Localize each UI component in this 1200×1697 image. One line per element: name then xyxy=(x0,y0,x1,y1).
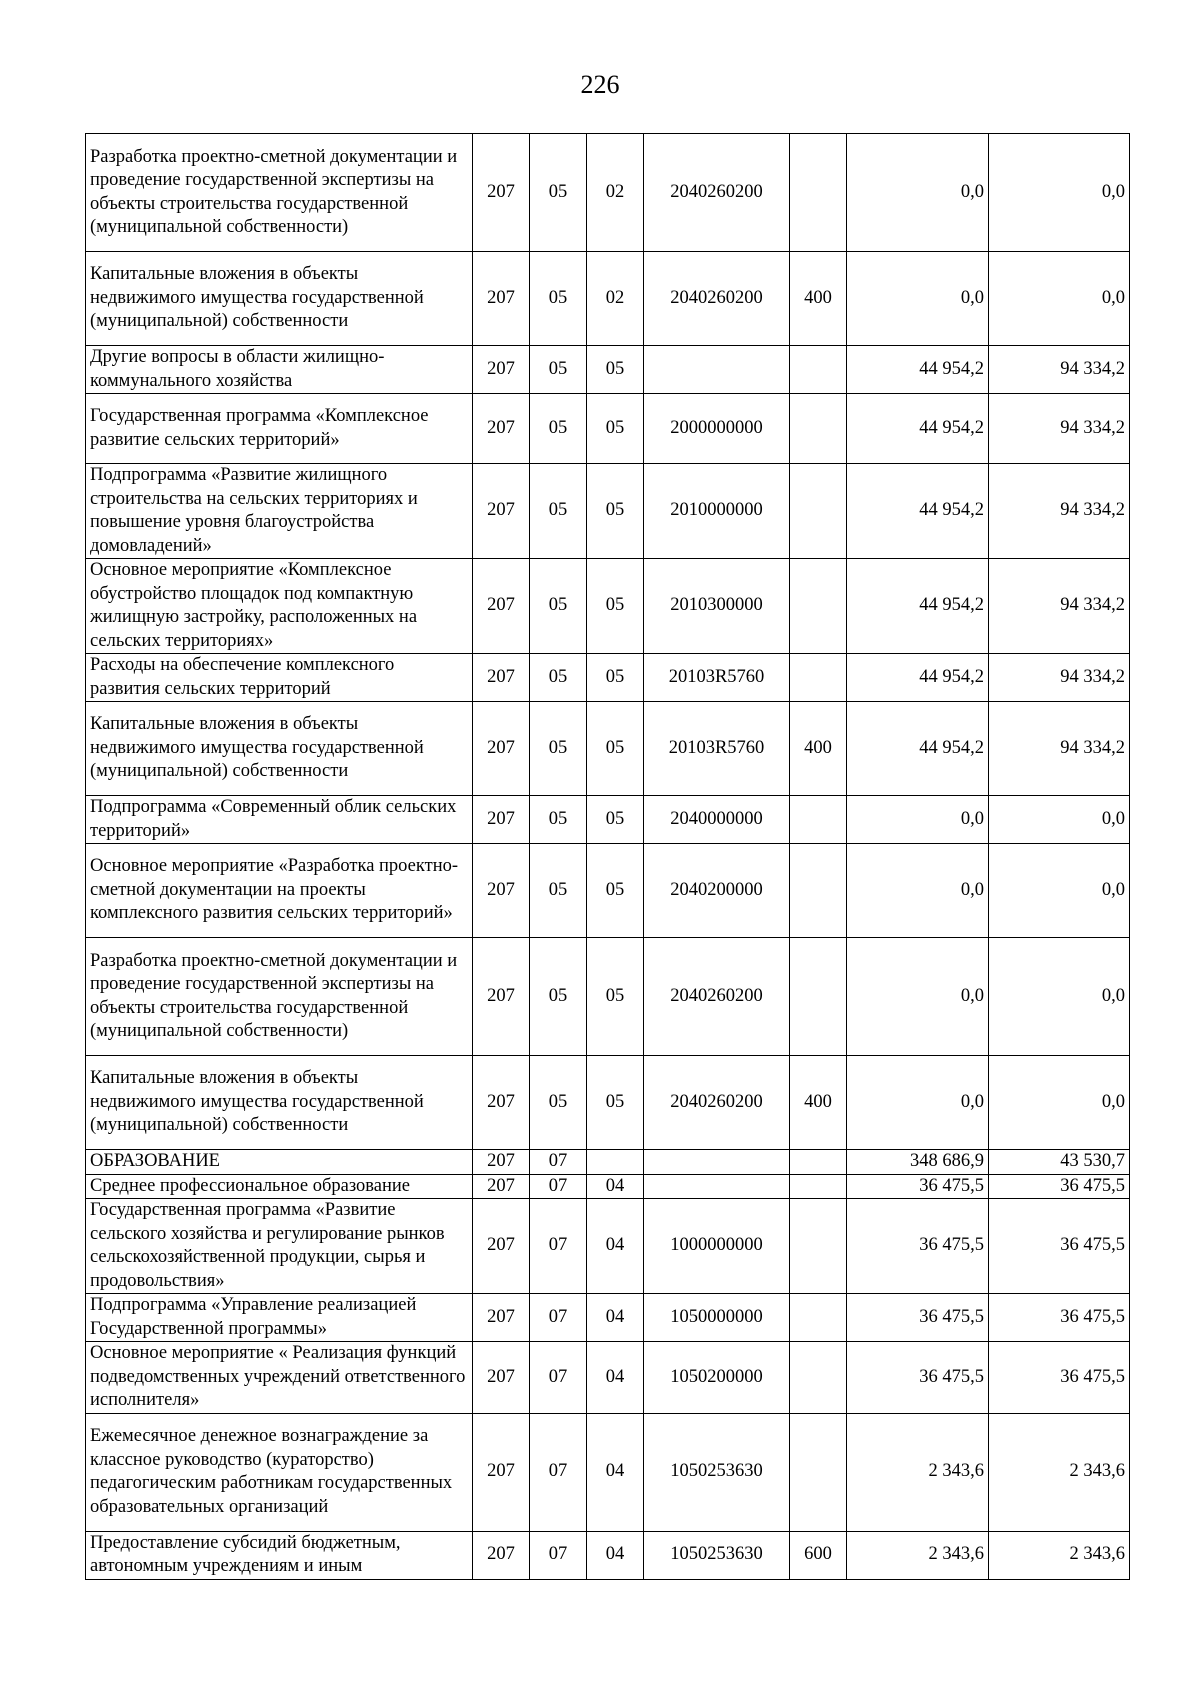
subsection-code: 05 xyxy=(587,796,644,844)
target-article-code: 1050200000 xyxy=(644,1342,790,1414)
target-article-code xyxy=(644,1150,790,1175)
table-row xyxy=(86,938,1130,1056)
expense-type-code xyxy=(790,654,847,702)
target-article-code: 2040260200 xyxy=(644,1056,790,1150)
subsection-code: 02 xyxy=(587,252,644,346)
amount-2: 0,0 xyxy=(989,252,1130,346)
target-article-code: 1050253630 xyxy=(644,1413,790,1531)
table-row xyxy=(86,1056,1130,1150)
amount-2: 94 334,2 xyxy=(989,464,1130,559)
table-row xyxy=(86,252,1130,346)
ministry-code: 207 xyxy=(473,938,530,1056)
row-name: Государственная программа «Комплексное развитие сельских территорий» xyxy=(86,394,473,464)
amount-2: 0,0 xyxy=(989,844,1130,938)
expense-type-code xyxy=(790,1199,847,1294)
subsection-code: 05 xyxy=(587,394,644,464)
row-name: Среднее профессиональное образование xyxy=(86,1174,473,1199)
section-code: 05 xyxy=(530,1056,587,1150)
amount-1: 44 954,2 xyxy=(847,702,989,796)
row-name: Основное мероприятие «Комплексное обустройство площадок под компактную жилищную застройку, расположенных на сельских территориях» xyxy=(86,559,473,654)
ministry-code: 207 xyxy=(473,796,530,844)
target-article-code: 1050253630 xyxy=(644,1531,790,1579)
subsection-code: 04 xyxy=(587,1342,644,1414)
target-article-code: 2010300000 xyxy=(644,559,790,654)
ministry-code: 207 xyxy=(473,1150,530,1175)
ministry-code: 207 xyxy=(473,1199,530,1294)
amount-2: 0,0 xyxy=(989,796,1130,844)
amount-2: 94 334,2 xyxy=(989,702,1130,796)
section-code: 07 xyxy=(530,1150,587,1175)
row-name: Подпрограмма «Современный облик сельских территорий» xyxy=(86,796,473,844)
amount-1: 0,0 xyxy=(847,252,989,346)
ministry-code: 207 xyxy=(473,1531,530,1579)
ministry-code: 207 xyxy=(473,252,530,346)
table-row xyxy=(86,1150,1130,1175)
table-row xyxy=(86,1342,1130,1414)
amount-2: 94 334,2 xyxy=(989,346,1130,394)
amount-2: 36 475,5 xyxy=(989,1199,1130,1294)
target-article-code: 2000000000 xyxy=(644,394,790,464)
amount-1: 44 954,2 xyxy=(847,394,989,464)
subsection-code xyxy=(587,1150,644,1175)
table-row xyxy=(86,702,1130,796)
expense-type-code: 400 xyxy=(790,702,847,796)
expense-type-code xyxy=(790,559,847,654)
table-row xyxy=(86,796,1130,844)
subsection-code: 04 xyxy=(587,1413,644,1531)
amount-2: 36 475,5 xyxy=(989,1174,1130,1199)
target-article-code: 1050000000 xyxy=(644,1294,790,1342)
expense-type-code xyxy=(790,796,847,844)
section-code: 05 xyxy=(530,134,587,252)
target-article-code: 20103R5760 xyxy=(644,654,790,702)
amount-1: 36 475,5 xyxy=(847,1174,989,1199)
subsection-code: 05 xyxy=(587,938,644,1056)
section-code: 05 xyxy=(530,559,587,654)
ministry-code: 207 xyxy=(473,1056,530,1150)
subsection-code: 02 xyxy=(587,134,644,252)
row-name: Капитальные вложения в объекты недвижимого имущества государственной (муниципальной) собственности xyxy=(86,1056,473,1150)
table-row xyxy=(86,134,1130,252)
row-name: Подпрограмма «Управление реализацией Государственной программы» xyxy=(86,1294,473,1342)
subsection-code: 04 xyxy=(587,1199,644,1294)
section-code: 07 xyxy=(530,1199,587,1294)
table-row xyxy=(86,1413,1130,1531)
section-code: 07 xyxy=(530,1294,587,1342)
table-row xyxy=(86,1531,1130,1579)
ministry-code: 207 xyxy=(473,464,530,559)
table-row xyxy=(86,654,1130,702)
ministry-code: 207 xyxy=(473,134,530,252)
target-article-code: 20103R5760 xyxy=(644,702,790,796)
row-name: ОБРАЗОВАНИЕ xyxy=(86,1150,473,1175)
ministry-code: 207 xyxy=(473,1342,530,1414)
section-code: 05 xyxy=(530,252,587,346)
amount-1: 36 475,5 xyxy=(847,1199,989,1294)
amount-2: 36 475,5 xyxy=(989,1342,1130,1414)
table-row xyxy=(86,1199,1130,1294)
subsection-code: 05 xyxy=(587,654,644,702)
ministry-code: 207 xyxy=(473,1294,530,1342)
expense-type-code xyxy=(790,1342,847,1414)
expense-type-code: 400 xyxy=(790,252,847,346)
ministry-code: 207 xyxy=(473,654,530,702)
section-code: 05 xyxy=(530,464,587,559)
amount-2: 2 343,6 xyxy=(989,1531,1130,1579)
subsection-code: 05 xyxy=(587,844,644,938)
target-article-code xyxy=(644,1174,790,1199)
expense-type-code xyxy=(790,1413,847,1531)
section-code: 05 xyxy=(530,702,587,796)
ministry-code: 207 xyxy=(473,346,530,394)
table-row xyxy=(86,844,1130,938)
section-code: 07 xyxy=(530,1413,587,1531)
amount-2: 0,0 xyxy=(989,938,1130,1056)
target-article-code: 1000000000 xyxy=(644,1199,790,1294)
target-article-code: 2040200000 xyxy=(644,844,790,938)
section-code: 05 xyxy=(530,796,587,844)
amount-2: 94 334,2 xyxy=(989,394,1130,464)
ministry-code: 207 xyxy=(473,702,530,796)
expense-type-code xyxy=(790,1150,847,1175)
amount-1: 44 954,2 xyxy=(847,559,989,654)
subsection-code: 04 xyxy=(587,1531,644,1579)
subsection-code: 05 xyxy=(587,1056,644,1150)
amount-1: 0,0 xyxy=(847,1056,989,1150)
amount-2: 94 334,2 xyxy=(989,559,1130,654)
subsection-code: 05 xyxy=(587,346,644,394)
section-code: 05 xyxy=(530,394,587,464)
expense-type-code xyxy=(790,938,847,1056)
row-name: Капитальные вложения в объекты недвижимого имущества государственной (муниципальной) собственности xyxy=(86,252,473,346)
expense-type-code xyxy=(790,464,847,559)
section-code: 05 xyxy=(530,844,587,938)
expense-type-code: 400 xyxy=(790,1056,847,1150)
row-name: Предоставление субсидий бюджетным, автономным учреждениям и иным xyxy=(86,1531,473,1579)
page-number: 226 xyxy=(580,70,620,99)
target-article-code: 2040260200 xyxy=(644,252,790,346)
subsection-code: 05 xyxy=(587,559,644,654)
amount-1: 0,0 xyxy=(847,844,989,938)
section-code: 07 xyxy=(530,1174,587,1199)
section-code: 07 xyxy=(530,1531,587,1579)
amount-1: 44 954,2 xyxy=(847,346,989,394)
row-name: Другие вопросы в области жилищно-коммунального хозяйства xyxy=(86,346,473,394)
row-name: Подпрограмма «Развитие жилищного строительства на сельских территориях и повышение уровня благоустройства домовладений» xyxy=(86,464,473,559)
row-name: Ежемесячное денежное вознаграждение за классное руководство (кураторство) педагогическим работникам государственных образовательных организаций xyxy=(86,1413,473,1531)
section-code: 07 xyxy=(530,1342,587,1414)
amount-2: 0,0 xyxy=(989,134,1130,252)
table-row xyxy=(86,464,1130,559)
amount-1: 36 475,5 xyxy=(847,1294,989,1342)
ministry-code: 207 xyxy=(473,1413,530,1531)
amount-2: 94 334,2 xyxy=(989,654,1130,702)
subsection-code: 04 xyxy=(587,1294,644,1342)
amount-1: 2 343,6 xyxy=(847,1413,989,1531)
amount-1: 0,0 xyxy=(847,938,989,1056)
amount-2: 36 475,5 xyxy=(989,1294,1130,1342)
amount-2: 43 530,7 xyxy=(989,1150,1130,1175)
row-name: Разработка проектно-сметной документации и проведение государственной экспертизы на объекты строительства государственной (муниципальной собственности) xyxy=(86,938,473,1056)
table-row xyxy=(86,346,1130,394)
target-article-code: 2040000000 xyxy=(644,796,790,844)
table-row xyxy=(86,559,1130,654)
expense-type-code xyxy=(790,394,847,464)
amount-1: 348 686,9 xyxy=(847,1150,989,1175)
amount-1: 44 954,2 xyxy=(847,464,989,559)
budget-table xyxy=(85,133,1130,1580)
expense-type-code xyxy=(790,1294,847,1342)
row-name: Расходы на обеспечение комплексного развития сельских территорий xyxy=(86,654,473,702)
expense-type-code xyxy=(790,134,847,252)
subsection-code: 05 xyxy=(587,464,644,559)
row-name: Государственная программа «Развитие сельского хозяйства и регулирование рынков сельскохозяйственной продукции, сырья и продовольствия» xyxy=(86,1199,473,1294)
amount-1: 36 475,5 xyxy=(847,1342,989,1414)
section-code: 05 xyxy=(530,346,587,394)
row-name: Основное мероприятие «Разработка проектно- сметной документации на проекты комплексного развития сельских территорий» xyxy=(86,844,473,938)
target-article-code: 2010000000 xyxy=(644,464,790,559)
table-body xyxy=(86,134,1130,1580)
expense-type-code xyxy=(790,844,847,938)
amount-1: 0,0 xyxy=(847,134,989,252)
subsection-code: 05 xyxy=(587,702,644,796)
row-name: Капитальные вложения в объекты недвижимого имущества государственной (муниципальной) собственности xyxy=(86,702,473,796)
table-row xyxy=(86,1174,1130,1199)
amount-1: 44 954,2 xyxy=(847,654,989,702)
ministry-code: 207 xyxy=(473,394,530,464)
ministry-code: 207 xyxy=(473,844,530,938)
amount-2: 2 343,6 xyxy=(989,1413,1130,1531)
target-article-code: 2040260200 xyxy=(644,938,790,1056)
subsection-code: 04 xyxy=(587,1174,644,1199)
expense-type-code xyxy=(790,1174,847,1199)
ministry-code: 207 xyxy=(473,559,530,654)
expense-type-code xyxy=(790,346,847,394)
ministry-code: 207 xyxy=(473,1174,530,1199)
table-row xyxy=(86,1294,1130,1342)
section-code: 05 xyxy=(530,938,587,1056)
expense-type-code: 600 xyxy=(790,1531,847,1579)
amount-2: 0,0 xyxy=(989,1056,1130,1150)
table-row xyxy=(86,394,1130,464)
section-code: 05 xyxy=(530,654,587,702)
amount-1: 2 343,6 xyxy=(847,1531,989,1579)
target-article-code: 2040260200 xyxy=(644,134,790,252)
target-article-code xyxy=(644,346,790,394)
amount-1: 0,0 xyxy=(847,796,989,844)
row-name: Основное мероприятие « Реализация функций подведомственных учреждений ответственного исполнителя» xyxy=(86,1342,473,1414)
row-name: Разработка проектно-сметной документации и проведение государственной экспертизы на объекты строительства государственной (муниципальной собственности) xyxy=(86,134,473,252)
